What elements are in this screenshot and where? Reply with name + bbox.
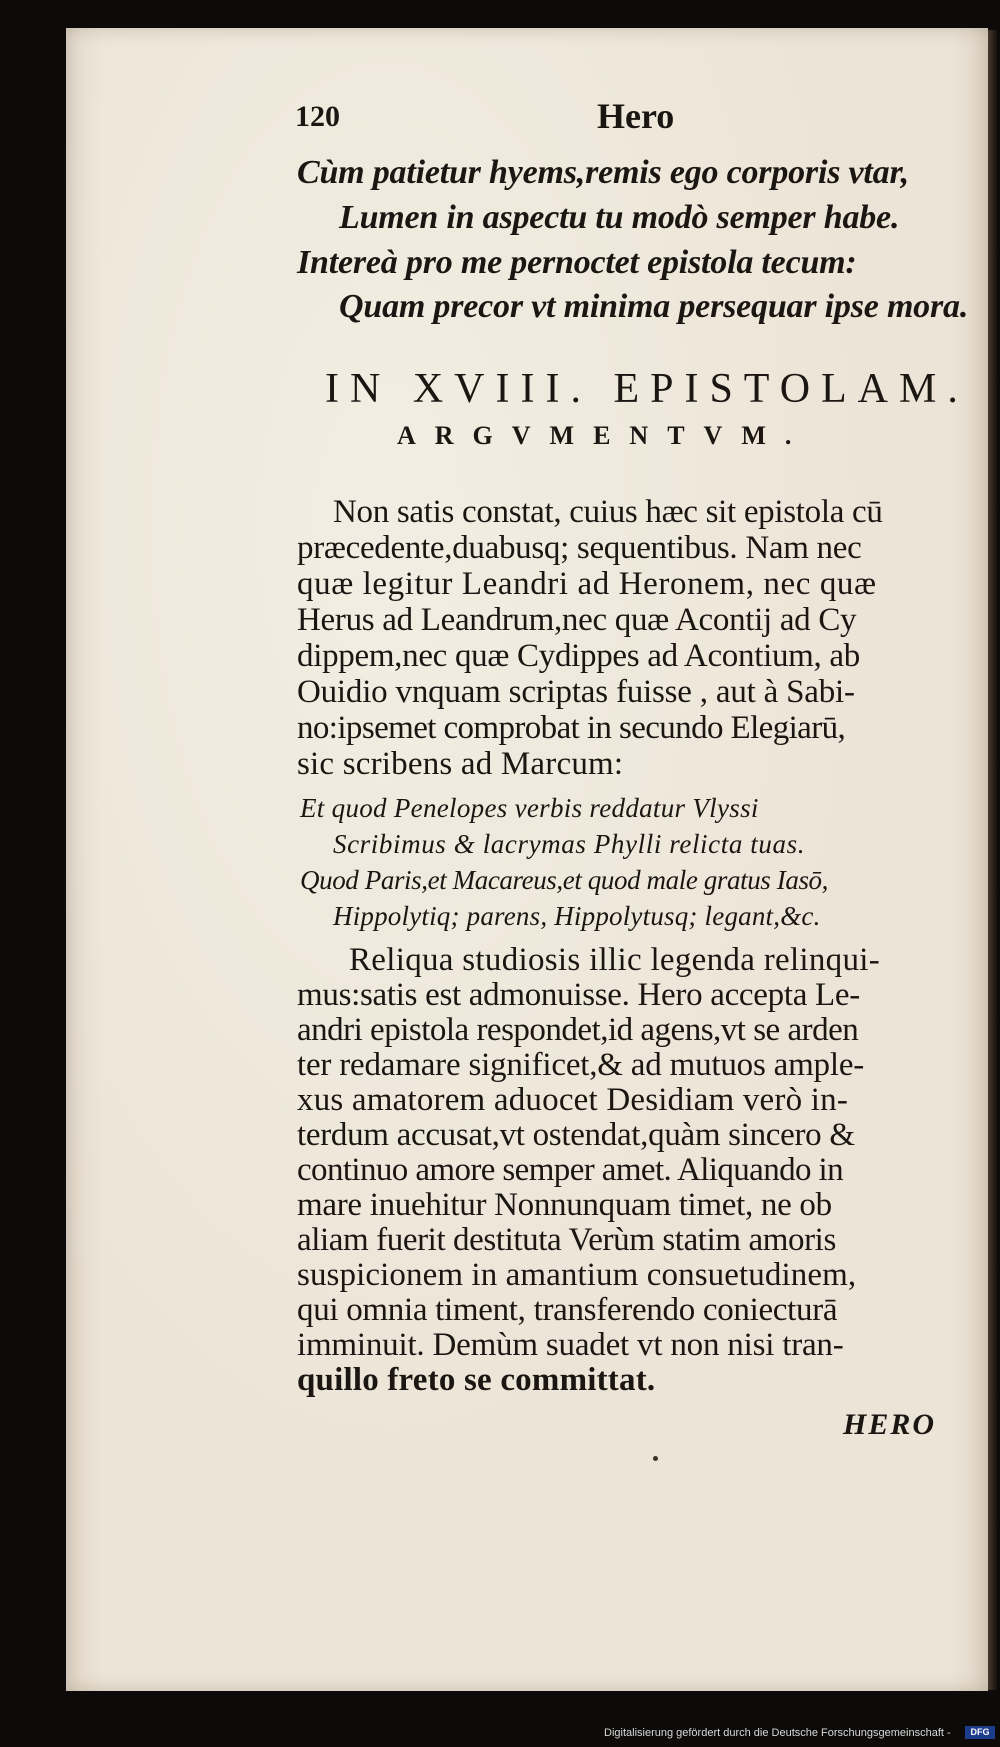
body-line: quillo freto se committat. [297, 1362, 656, 1398]
quote-line: Et quod Penelopes verbis reddatur Vlyssi [300, 793, 759, 823]
body-line: Reliqua studiosis illic legenda relinqui- [349, 942, 881, 978]
verse-line: Quam precor vt minima persequar ipse mora. [339, 288, 969, 325]
epistle-subtitle: ARGVMENTVM. [397, 421, 811, 450]
quote-line: Quod Paris,et Macareus,et quod male gratus Iasō, [300, 865, 828, 895]
quote-line: Scribimus & lacrymas Phylli relicta tuas. [333, 829, 806, 859]
catchword: HERO [843, 1408, 937, 1441]
argument-line: no:ipsemet comprobat in secundo Elegiarū, [297, 710, 846, 746]
argument-line: præcedente,duabusq; sequentibus. Nam nec [297, 530, 862, 566]
body-line: andri epistola respondet,id agens,vt se arden [297, 1012, 859, 1048]
verse-line: Intereà pro me pernoctet epistola tecum: [297, 244, 857, 281]
verse-line: Cùm patietur hyems,remis ego corporis vtar, [297, 154, 909, 191]
body-line: continuo amore semper amet. Aliquando in [297, 1152, 844, 1188]
body-line: ter redamare significet,& ad mutuos ample- [297, 1047, 865, 1083]
argument-line: dippem,nec quæ Cydippes ad Acontium, ab [297, 638, 860, 674]
dfg-logo: DFG [965, 1726, 995, 1739]
body-line: aliam fuerit destituta Verùm statim amoris [297, 1222, 836, 1258]
running-title: Hero [597, 96, 675, 136]
epistle-title: IN XVIII. EPISTOLAM. [325, 366, 969, 412]
digitization-credit: Digitalisierung gefördert durch die Deutsche Forschungsgemeinschaft - [604, 1727, 951, 1739]
argument-line: quæ legitur Leandri ad Heronem, nec quæ [297, 566, 877, 602]
body-line: imminuit. Demùm suadet vt non nisi tran- [297, 1327, 844, 1363]
body-line: terdum accusat,vt ostendat,quàm sincero & [297, 1117, 855, 1153]
body-line: mus:satis est admonuisse. Hero accepta Le- [297, 977, 860, 1013]
verse-line: Lumen in aspectu tu modò semper habe. [339, 199, 900, 236]
body-line: suspicionem in amantium consuetudinem, [297, 1257, 857, 1293]
body-line: xus amatorem aduocet Desidiam verò in- [297, 1082, 849, 1118]
ink-speck [653, 1456, 658, 1461]
body-line: qui omnia timent, transferendo coniecturā [297, 1292, 838, 1328]
argument-line: Non satis constat, cuius hæc sit epistola cū [333, 494, 883, 530]
body-line: mare inuehitur Nonnunquam timet, ne ob [297, 1187, 832, 1223]
quote-line: Hippolytiq; parens, Hippolytusq; legant,&c. [333, 901, 821, 931]
argument-line: Ouidio vnquam scriptas fuisse , aut à Sabi- [297, 674, 855, 710]
argument-line: sic scribens ad Marcum: [297, 746, 624, 782]
argument-line: Herus ad Leandrum,nec quæ Acontij ad Cy [297, 602, 857, 638]
page-number: 120 [295, 100, 340, 133]
